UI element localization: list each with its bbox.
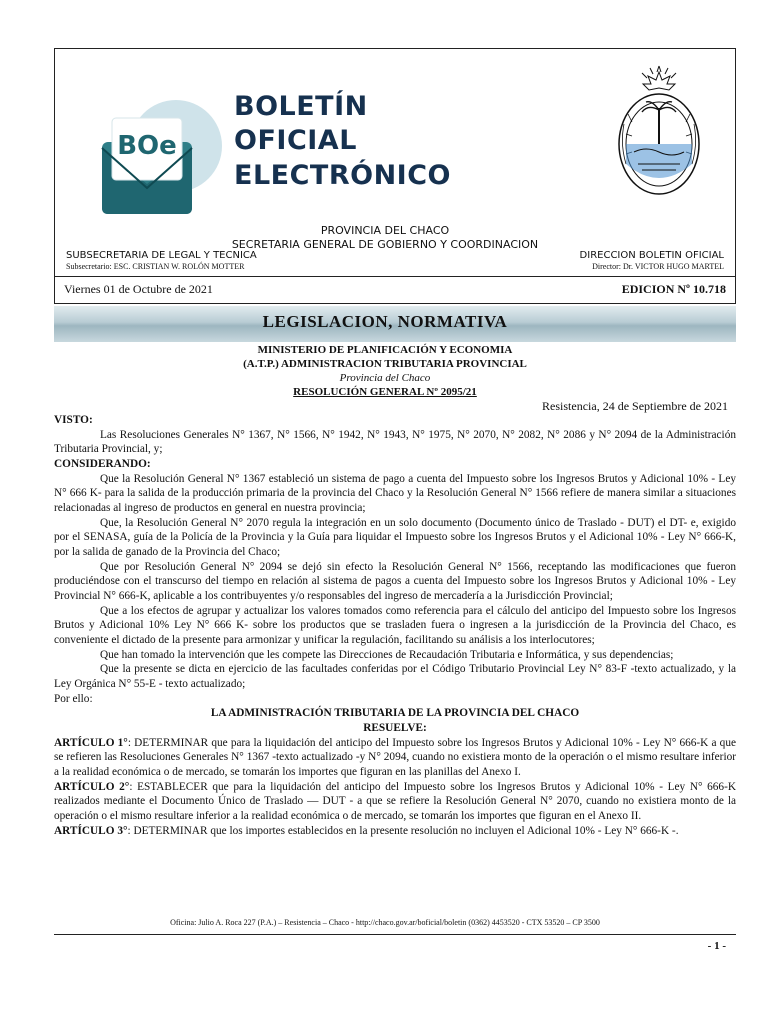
article-1-label: ARTÍCULO 1° <box>54 736 128 749</box>
subsecretario-name: Subsecretario: ESC. CRISTIAN W. ROLÓN MOTTER <box>66 262 245 271</box>
visto-heading: VISTO: <box>54 414 93 426</box>
secretaria-name: SECRETARIA GENERAL DE GOBIERNO Y COORDINACION <box>231 237 539 251</box>
article-2-label: ARTÍCULO 2° <box>54 780 130 793</box>
article-2-text: : ESTABLECER que para la liquidación del anticipo del Impuesto sobre los Ingresos Brutos y Adicional 10% - Ley N° 666-K realizados mediante el Documento Único de Traslado — DUT - a que se refiere la Resolución General N° 2070, cuando no existiera monto de la operación o el mismo resultare inferior a la realidad económica o de mercado, se tomarán los importes que figuran en el Anexo II. <box>54 780 737 823</box>
province-name: PROVINCIA DEL CHACO <box>320 224 450 237</box>
issue-date: Viernes 01 de Octubre de 2021 <box>64 282 213 296</box>
boe-logo-text: BOe <box>117 131 177 161</box>
visto-text: Las Resoluciones Generales N° 1367, N° 1566, N° 1942, N° 1943, N° 1975, N° 2070, N° 2082, N° 2086 y N° 2094 de la Administración Tributaria Provincial, y; <box>54 428 736 456</box>
considerando-paragraph: Que la Resolución General N° 1367 estableció un sistema de pago a cuenta del Impuesto sobre los Ingresos Brutos y Adicional 10% - Ley N° 666 K- para la salida de la producción primaria de la provincia del Chaco y la Resolución General N° 1566 refiere de manera similar a situaciones relacionadas al ingreso de productos en general en nuestra provincia; <box>54 472 736 515</box>
article-2 <box>54 780 736 824</box>
province-heading <box>0 224 770 252</box>
resolution-province: Provincia del Chaco <box>339 372 431 385</box>
considerando-paragraph: Que la presente se dicta en ejercicio de las facultades conferidas por el Código Tributario Provincial Ley N° 83-F -texto actualizado, y la Ley Orgánica N° 55-E - texto actualizado; <box>54 663 736 691</box>
ministry-name: MINISTERIO DE PLANIFICACIÓN Y ECONOMIA <box>257 344 513 356</box>
page-number: - 1 - <box>707 940 726 952</box>
article-1 <box>54 736 736 780</box>
header-divider <box>54 276 736 277</box>
agency-name: (A.T.P.) ADMINISTRACION TRIBUTARIA PROVINCIAL <box>243 358 527 371</box>
direccion-title: DIRECCION BOLETIN OFICIAL <box>579 250 724 261</box>
resolution-body <box>54 413 736 838</box>
provincial-seal-icon <box>616 64 702 198</box>
article-3-label: ARTÍCULO 3° <box>54 824 128 837</box>
brand-line-2: OFICIAL <box>234 125 357 157</box>
brand-line-3: ELECTRÓNICO <box>234 159 451 191</box>
article-3-text: : DETERMINAR que los importes establecidos en la presente resolución no incluyen el Adicional 10% - Ley N° 666-K -. <box>127 824 679 837</box>
por-ello: Por ello: <box>54 692 93 705</box>
considerando-paragraph: Que por Resolución General N° 2094 se dejó sin efecto la Resolución General N° 1566, receptando las modificaciones que fueron produciéndose con el transcurso del tiempo en relación al sistema de pagos a cuenta del Impuesto sobre los Ingresos Brutos y Adicional 10% - Ley Provincial N° 666-K, aplicable a los contribuyentes y/o responsables del ingreso de mercadería a la Jurisdicción Provincial; <box>54 560 736 603</box>
director-name: Director: Dr. VICTOR HUGO MARTEL <box>592 262 724 271</box>
subsecretaria-title: SUBSECRETARIA DE LEGAL Y TECNICA <box>66 250 257 261</box>
authority-heading: LA ADMINISTRACIÓN TRIBUTARIA DE LA PROVINCIA DEL CHACO <box>210 707 580 720</box>
envelope-icon <box>98 112 196 218</box>
brand-title <box>234 90 451 193</box>
resolution-place-date: Resistencia, 24 de Septiembre de 2021 <box>542 399 728 413</box>
considerando-heading: CONSIDERANDO: <box>54 458 151 471</box>
footer-office: Oficina: Julio A. Roca 227 (P.A.) – Resistencia – Chaco - http://chaco.gov.ar/boficial/boletin (0362) 4453520 - CTX 53520 – CP 3500 <box>170 918 600 927</box>
article-1-text: : DETERMINAR que para la liquidación del anticipo del Impuesto sobre los Ingresos Brutos y Adicional 10% - Ley N° 666-K a que se refieren las Resoluciones Generales N° 1367 -texto actualizado -y N° 2094, cuando no existiera monto de la operación o el mismo resultare inferior a la realidad económica o de mercado, se tomarán los importes que figuran en las planillas del Anexo I. <box>54 736 736 779</box>
footer-divider <box>54 934 736 935</box>
resuelve-heading: RESUELVE: <box>363 722 427 735</box>
considerando-paragraph: Que a los efectos de agrupar y actualizar los valores tomados como referencia para el cálculo del anticipo del Impuesto sobre los Ingresos Brutos y Adicional 10% Ley N° 666 K- sobre los productos que se trasladen fuera o ingresen a la jurisdicción de la Provincia del Chaco, es conveniente el dictado de la presente para armonizar y unificar la regulación, facilitando su análisis a los interlocutores; <box>54 604 736 647</box>
brand-line-1: BOLETÍN <box>234 91 368 122</box>
section-title: LEGISLACION, NORMATIVA <box>262 312 508 331</box>
considerando-paragraph: Que han tomado la intervención que les compete las Direcciones de Recaudación Tributaria e Informática, y sus dependencias; <box>100 648 674 661</box>
resolution-heading <box>0 343 770 399</box>
article-3 <box>54 824 736 839</box>
considerando-paragraph: Que, la Resolución General N° 2070 regula la integración en un solo documento (Documento único de Traslado - DUT) el DT- e, exigido por el SENASA, guía de la Policía de la Provincia y la Guía para liquidar el Impuesto sobre los Ingresos Brutos y el Adicional 10% - Ley N° 666-K, por la salida de ganado de la Provincia del Chaco; <box>54 516 736 559</box>
edition-number: EDICION Nº 10.718 <box>621 282 726 296</box>
resolution-title: RESOLUCIÓN GENERAL Nº 2095/21 <box>293 386 477 399</box>
